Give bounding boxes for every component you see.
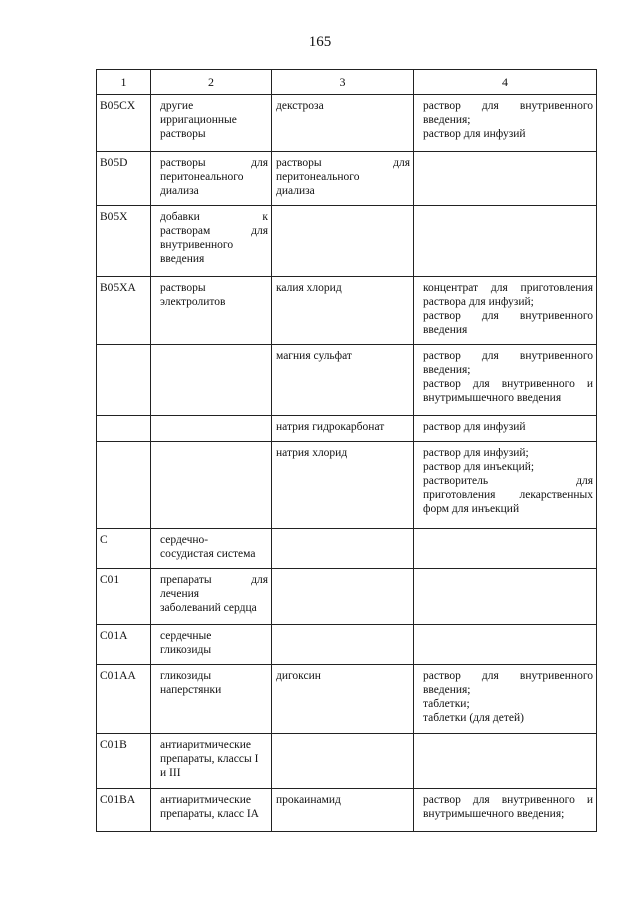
medicines-table (96, 69, 597, 832)
dosage-forms-cell-content (414, 569, 596, 577)
substance-line: прокаинамид (276, 794, 341, 806)
dosage-form-line: введения (423, 324, 468, 336)
dosage-form-line: концентрат для приготовления (423, 282, 593, 294)
table-row (97, 152, 597, 206)
dosage-form-line: раствор для инфузий (423, 421, 526, 433)
anatomical-group-cell (151, 665, 272, 734)
table-row (97, 442, 597, 529)
substance-cell-content (272, 569, 413, 577)
substance-cell (272, 789, 414, 832)
dosage-forms-cell (414, 442, 597, 529)
atc-code-cell (97, 345, 151, 416)
anatomical-group-cell (151, 416, 272, 442)
substance-cell (272, 569, 414, 625)
dosage-form-line: приготовления лекарственных (423, 489, 593, 501)
substance-cell-content (272, 442, 413, 464)
anatomical-group-line: гликозиды (160, 670, 212, 682)
table-row (97, 206, 597, 277)
atc-code (97, 345, 150, 353)
substance-cell-content (272, 789, 413, 811)
table-row (97, 529, 597, 569)
substance-line: калия хлорид (276, 282, 342, 294)
dosage-form-line: введения; (423, 114, 471, 126)
anatomical-group-cell (151, 442, 272, 529)
atc-code: B05X (100, 211, 128, 223)
anatomical-group-line: препараты, класс IA (160, 808, 259, 820)
anatomical-group-cell-content (151, 789, 271, 825)
dosage-forms-cell (414, 152, 597, 206)
column-header-2: 2 (151, 70, 272, 95)
anatomical-group-line: сердечные (160, 630, 212, 642)
anatomical-group-line: растворы (160, 282, 206, 294)
anatomical-group-cell-content (151, 206, 271, 270)
dosage-forms-cell (414, 95, 597, 152)
dosage-form-line: раствора для инфузий; (423, 296, 534, 308)
dosage-forms-cell-content (414, 416, 596, 438)
table-row (97, 416, 597, 442)
anatomical-group-line: сердечно- (160, 534, 209, 546)
dosage-form-line: раствор для внутривенного (423, 100, 593, 112)
anatomical-group-cell (151, 625, 272, 665)
substance-cell (272, 95, 414, 152)
anatomical-group-line: заболеваний сердца (160, 602, 257, 614)
anatomical-group-line: растворы для (160, 157, 268, 169)
table-row (97, 789, 597, 832)
dosage-form-line: форм для инъекций (423, 503, 520, 515)
dosage-form-line: введения; (423, 364, 471, 376)
anatomical-group-line: препараты, классы I (160, 753, 259, 765)
dosage-forms-cell-content (414, 345, 596, 409)
dosage-forms-cell-content (414, 734, 596, 742)
anatomical-group-cell-content (151, 416, 271, 424)
anatomical-group-line: антиаритмические (160, 739, 252, 751)
dosage-form-line: таблетки; (423, 698, 470, 710)
anatomical-group-cell (151, 734, 272, 789)
atc-code-cell (97, 206, 151, 277)
atc-code: C01BA (100, 794, 136, 806)
substance-cell-content (272, 416, 413, 438)
atc-code: C01AA (100, 670, 136, 682)
dosage-forms-cell-content (414, 625, 596, 633)
atc-code: B05D (100, 157, 128, 169)
atc-code: C (100, 534, 108, 546)
dosage-form-line: раствор для внутривенного и (423, 794, 593, 806)
atc-code: C01 (100, 574, 120, 586)
dosage-forms-cell (414, 625, 597, 665)
dosage-forms-cell-content (414, 152, 596, 160)
dosage-forms-cell (414, 734, 597, 789)
dosage-forms-cell (414, 569, 597, 625)
substance-line: перитонеального (276, 171, 360, 183)
atc-code-cell (97, 277, 151, 345)
anatomical-group-line: электролитов (160, 296, 226, 308)
anatomical-group-cell-content (151, 442, 271, 450)
substance-line: натрия гидрокарбонат (276, 421, 385, 433)
dosage-form-line: раствор для внутривенного и (423, 378, 593, 390)
column-header-1: 1 (97, 70, 151, 95)
dosage-form-line: раствор для внутривенного (423, 310, 593, 322)
table-body (97, 95, 597, 832)
anatomical-group-cell-content (151, 152, 271, 202)
dosage-form-line: внутримышечного введения; (423, 808, 565, 820)
table-row (97, 569, 597, 625)
substance-line: диализа (276, 185, 315, 197)
substance-cell-content (272, 206, 413, 214)
column-header-3: 3 (272, 70, 414, 95)
anatomical-group-line: растворы (160, 128, 206, 140)
substance-cell-content (272, 665, 413, 687)
substance-cell (272, 152, 414, 206)
dosage-forms-cell (414, 277, 597, 345)
substance-cell-content (272, 625, 413, 633)
substance-cell (272, 665, 414, 734)
dosage-form-line: внутримышечного введения (423, 392, 562, 404)
anatomical-group-cell-content (151, 734, 271, 784)
dosage-forms-cell (414, 665, 597, 734)
substance-cell (272, 734, 414, 789)
anatomical-group-line: другие (160, 100, 194, 112)
substance-line: магния сульфат (276, 350, 352, 362)
anatomical-group-cell-content (151, 277, 271, 313)
dosage-forms-cell (414, 345, 597, 416)
substance-cell-content (272, 529, 413, 537)
atc-code-cell (97, 95, 151, 152)
anatomical-group-cell-content (151, 569, 271, 619)
atc-code (97, 416, 150, 424)
table-row (97, 345, 597, 416)
substance-cell-content (272, 95, 413, 117)
anatomical-group-cell (151, 345, 272, 416)
atc-code: B05CX (100, 100, 136, 112)
atc-code-cell (97, 416, 151, 442)
anatomical-group-line: гликозиды (160, 644, 212, 656)
substance-cell (272, 529, 414, 569)
dosage-forms-cell-content (414, 789, 596, 825)
anatomical-group-line: ирригационные (160, 114, 237, 126)
header-row (97, 70, 597, 95)
anatomical-group-cell (151, 789, 272, 832)
anatomical-group-line: введения (160, 253, 205, 265)
anatomical-group-line: перитонеального (160, 171, 244, 183)
anatomical-group-cell (151, 95, 272, 152)
page-number: 165 (308, 34, 332, 50)
anatomical-group-line: и III (160, 767, 181, 779)
dosage-form-line: раствор для внутривенного (423, 670, 593, 682)
anatomical-group-line: растворам для (160, 225, 268, 237)
anatomical-group-cell-content (151, 345, 271, 353)
dosage-forms-cell-content (414, 442, 596, 520)
anatomical-group-line: внутривенного (160, 239, 234, 251)
dosage-forms-cell (414, 529, 597, 569)
column-header-4: 4 (414, 70, 597, 95)
dosage-form-line: введения; (423, 684, 471, 696)
dosage-form-line: раствор для инъекций; (423, 461, 535, 473)
table-row (97, 734, 597, 789)
dosage-forms-cell-content (414, 665, 596, 729)
anatomical-group-line: добавки к (160, 211, 268, 223)
anatomical-group-cell (151, 206, 272, 277)
atc-code-cell (97, 734, 151, 789)
dosage-forms-cell (414, 789, 597, 832)
table-row (97, 625, 597, 665)
table-row (97, 665, 597, 734)
substance-cell-content (272, 734, 413, 742)
atc-code (97, 442, 150, 450)
anatomical-group-cell (151, 277, 272, 345)
anatomical-group-cell (151, 569, 272, 625)
dosage-form-line: раствор для инфузий (423, 128, 526, 140)
table-row (97, 95, 597, 152)
anatomical-group-line: наперстянки (160, 684, 222, 696)
atc-code-cell (97, 569, 151, 625)
dosage-forms-cell-content (414, 95, 596, 145)
anatomical-group-line: диализа (160, 185, 199, 197)
anatomical-group-line: лечения (160, 588, 200, 600)
dosage-forms-cell-content (414, 277, 596, 341)
anatomical-group-cell (151, 152, 272, 206)
dosage-form-line: раствор для внутривенного (423, 350, 593, 362)
dosage-forms-cell-content (414, 206, 596, 214)
anatomical-group-cell-content (151, 625, 271, 661)
dosage-form-line: раствор для инфузий; (423, 447, 529, 459)
dosage-forms-cell (414, 206, 597, 277)
dosage-forms-cell (414, 416, 597, 442)
anatomical-group-line: сосудистая система (160, 548, 256, 560)
anatomical-group-cell (151, 529, 272, 569)
substance-cell (272, 345, 414, 416)
atc-code-cell (97, 665, 151, 734)
anatomical-group-line: препараты для (160, 574, 268, 586)
substance-cell (272, 416, 414, 442)
anatomical-group-line: антиаритмические (160, 794, 252, 806)
substance-cell-content (272, 345, 413, 367)
dosage-form-line: растворитель для (423, 475, 593, 487)
atc-code-cell (97, 442, 151, 529)
atc-code: C01A (100, 630, 128, 642)
anatomical-group-cell-content (151, 665, 271, 701)
substance-cell (272, 442, 414, 529)
substance-line: дигоксин (276, 670, 321, 682)
substance-cell (272, 277, 414, 345)
atc-code-cell (97, 152, 151, 206)
substance-line: натрия хлорид (276, 447, 348, 459)
anatomical-group-cell-content (151, 529, 271, 565)
substance-cell (272, 625, 414, 665)
atc-code: C01B (100, 739, 127, 751)
substance-cell-content (272, 277, 413, 299)
substance-cell (272, 206, 414, 277)
dosage-forms-cell-content (414, 529, 596, 537)
atc-code-cell (97, 789, 151, 832)
dosage-form-line: таблетки (для детей) (423, 712, 524, 724)
atc-code: B05XA (100, 282, 136, 294)
substance-line: декстроза (276, 100, 324, 112)
substance-cell-content (272, 152, 413, 202)
table-row (97, 277, 597, 345)
substance-line: растворы для (276, 157, 410, 169)
atc-code-cell (97, 625, 151, 665)
atc-code-cell (97, 529, 151, 569)
anatomical-group-cell-content (151, 95, 271, 145)
